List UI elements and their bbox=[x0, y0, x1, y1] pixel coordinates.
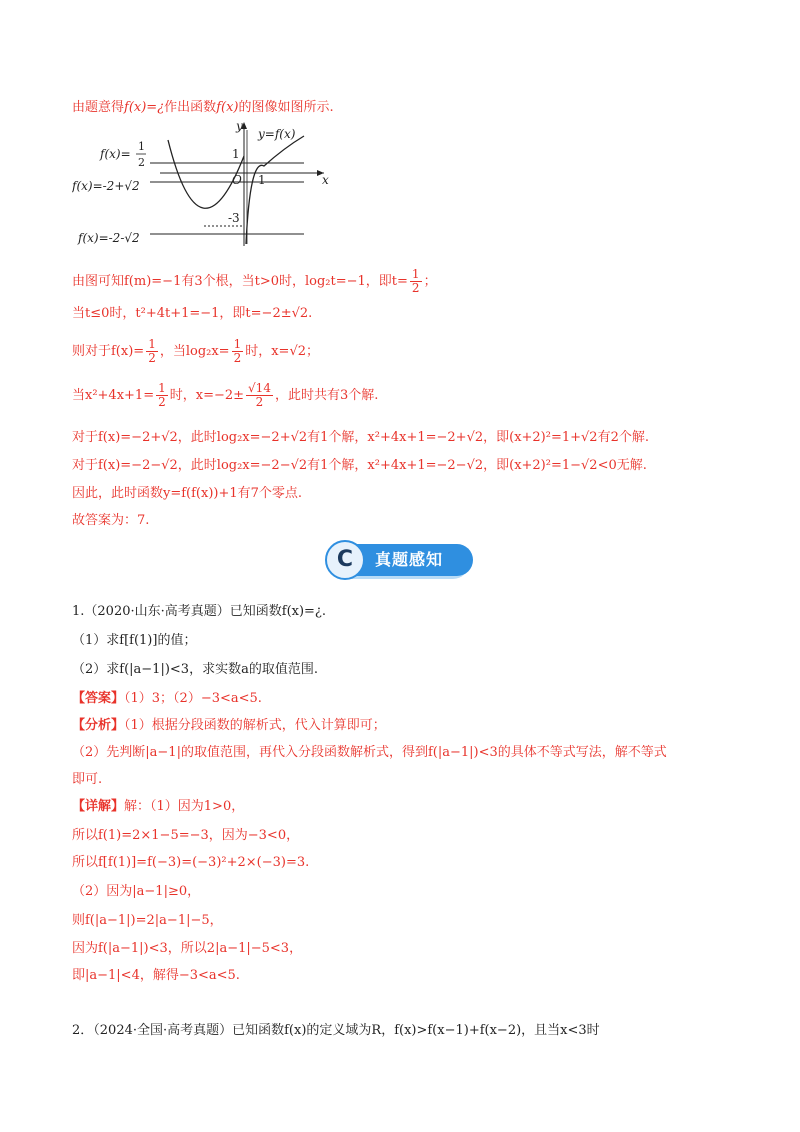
label-half-num: 1 bbox=[138, 140, 145, 153]
problem1-stem: 1.（2020·山东·高考真题）已知函数f(x)=¿. bbox=[72, 604, 327, 619]
solution-line-8 bbox=[72, 511, 149, 531]
problem1-analysis-2: （2）先判断|a−1|的取值范围，再代入分段函数解析式，得到f(|a−1|)<3的具体不等式写法，解不等式 bbox=[72, 745, 667, 760]
line8-text: 故答案为：7. bbox=[72, 513, 150, 528]
detail-line-3: （2）因为|a−1|≥0， bbox=[72, 884, 201, 899]
line1-text: 由图可知f(m)=−1有3个根，当t>0时，log₂t=−1，即t= bbox=[72, 274, 408, 289]
line2-text: 当t≤0时，t²+4t+1=−1，即t=−2±√2. bbox=[72, 306, 313, 321]
line4-text: 当x²+4x+1= bbox=[72, 388, 155, 403]
detail-line-2: 所以f[f(1)]=f(−3)=(−3)²+2×(−3)=3. bbox=[72, 855, 310, 870]
intro-fx: f(x)=¿ bbox=[124, 100, 165, 115]
problem2-stem: 2．（2024·全国·高考真题）已知函数f(x)的定义域为R，f(x)>f(x−1)+f(x−2)，且当x<3时 bbox=[72, 1023, 600, 1038]
solution-line-2 bbox=[72, 304, 312, 324]
label-half: f(x)= bbox=[100, 147, 131, 161]
intro-pre: 由题意得 bbox=[72, 100, 125, 115]
detail-line-4: 则f(|a−1|)=2|a−1|−5， bbox=[72, 913, 223, 928]
intro-fx2: f(x) bbox=[216, 100, 239, 115]
problem1-answer bbox=[72, 689, 262, 709]
label-half-den: 2 bbox=[138, 156, 145, 169]
intro-mid: 作出函数 bbox=[164, 100, 217, 115]
banner-title: 真题感知 bbox=[349, 544, 473, 576]
function-graph bbox=[72, 118, 342, 253]
detail-tag: 【详解】 bbox=[72, 799, 125, 814]
label-neg2plus: f(x)=-2+√2 bbox=[72, 179, 140, 193]
label-y: y bbox=[236, 119, 243, 133]
line6-text: 对于f(x)=−2−√2，此时log₂x=−2−√2有1个解，x²+4x+1=−2−√2，即(x+2)²=1−√2<0无解. bbox=[72, 458, 647, 473]
line1-frac: $\frac{1}{2}$ bbox=[411, 267, 420, 295]
label-origin: O bbox=[232, 173, 242, 187]
solution-intro bbox=[72, 98, 334, 118]
solution-line-1: 由图可知f(m)=−1有3个根，当t>0时，log₂t=−1，即t= $\frac{1}{2}$ ； bbox=[72, 267, 437, 295]
analysis-text-1: （1）根据分段函数的解析式，代入计算即可； bbox=[124, 718, 386, 733]
label-one-x: 1 bbox=[258, 173, 266, 187]
problem1-q2: （2）求f(|a−1|)<3，求实数a的取值范围. bbox=[72, 662, 318, 677]
intro-post: 的图像如图所示. bbox=[238, 100, 334, 115]
solution-line-7 bbox=[72, 484, 302, 504]
problem1-analysis-3: 即可. bbox=[72, 772, 103, 787]
answer-text: （1）3；（2）−3<a<5. bbox=[124, 691, 262, 706]
label-curve: y=f(x) bbox=[258, 127, 296, 141]
line7-text: 因此，此时函数y=f(f(x))+1有7个零点. bbox=[72, 486, 303, 501]
answer-tag: 【答案】 bbox=[72, 691, 125, 706]
section-banner bbox=[325, 540, 475, 580]
solution-line-5 bbox=[72, 428, 649, 448]
label-x: x bbox=[322, 173, 329, 187]
line5-text: 对于f(x)=−2+√2，此时log₂x=−2+√2有1个解，x²+4x+1=−2+√2，即(x+2)²=1+√2有2个解. bbox=[72, 430, 649, 445]
solution-line-4: 当x²+4x+1= $\frac{1}{2}$ 时，x=−2± $\frac{√14}{2}$ ，此时共有3个解. bbox=[72, 381, 379, 409]
label-neg3: -3 bbox=[228, 211, 240, 225]
line3-text: 则对于f(x)= bbox=[72, 344, 145, 359]
detail-line-6: 即|a−1|<4，解得−3<a<5. bbox=[72, 968, 240, 983]
problem1-detail bbox=[72, 797, 244, 817]
detail-line-1: 所以f(1)=2×1−5=−3，因为−3<0， bbox=[72, 828, 300, 843]
label-one-y: 1 bbox=[232, 147, 240, 161]
log-curve bbox=[246, 136, 304, 244]
label-neg2minus: f(x)=-2-√2 bbox=[78, 231, 140, 245]
problem1-q1: （1）求f[f(1)]的值； bbox=[72, 633, 197, 648]
solution-line-6 bbox=[72, 456, 647, 476]
banner-letter: C bbox=[325, 540, 365, 580]
detail-line-5: 因为f(|a−1|)<3，所以2|a−1|−5<3， bbox=[72, 941, 303, 956]
analysis-tag: 【分析】 bbox=[72, 718, 125, 733]
problem1-analysis bbox=[72, 716, 386, 736]
solution-line-3: 则对于f(x)= $\frac{1}{2}$ ，当log₂x= $\frac{1}{2}$ 时，x=√2； bbox=[72, 337, 319, 365]
detail-intro: 解：（1）因为1>0， bbox=[124, 799, 245, 814]
